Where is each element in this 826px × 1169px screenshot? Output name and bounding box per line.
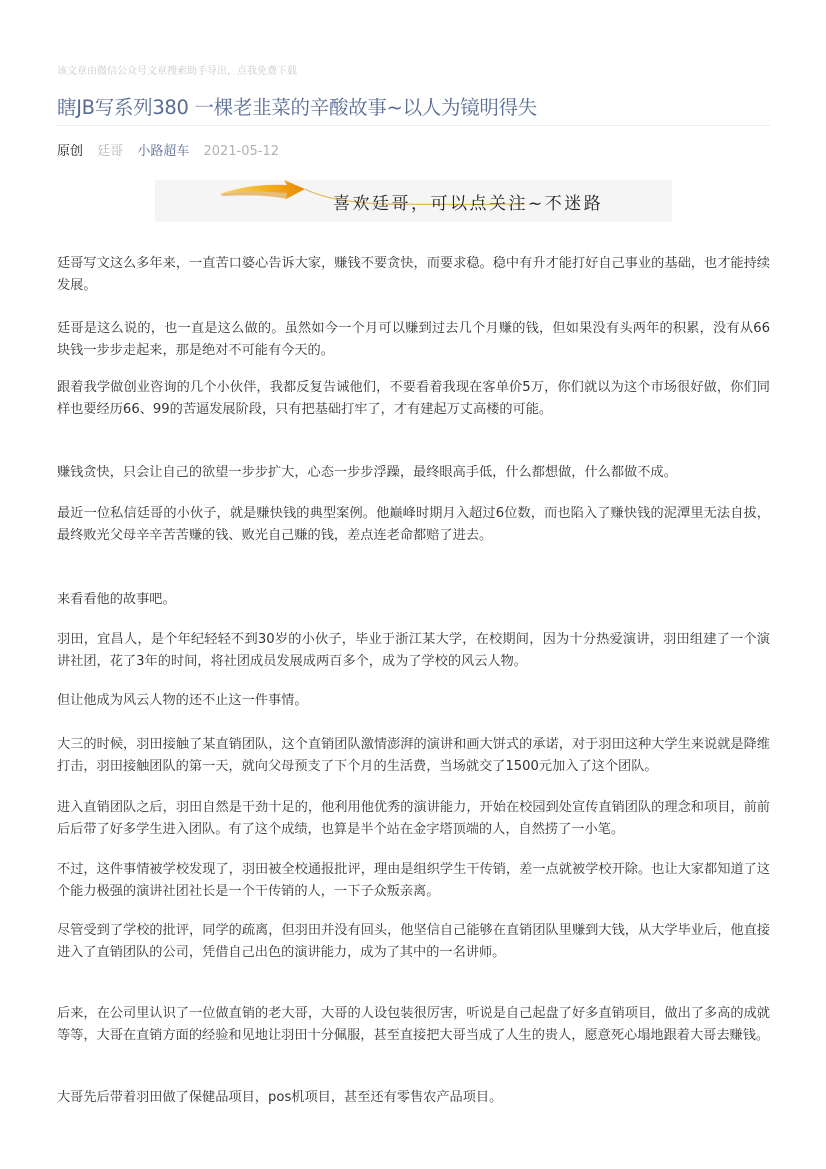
- paragraph: 不过，这件事情被学校发现了，羽田被全校通报批评，理由是组织学生干传销，差一点就被学校开除。也让大家都知道了这个能力极强的演讲社团社长是一个干传销的人，一下子众叛亲离。: [57, 862, 770, 899]
- original-tag: 原创: [57, 144, 84, 159]
- paragraph: 大哥先后带着羽田做了保健品项目，pos机项目，甚至还有零售农产品项目。: [57, 1090, 503, 1105]
- export-note-link[interactable]: 该文章由微信公众号文章搜索助手导出，点我免费下载: [57, 66, 297, 77]
- banner-caption: 喜欢廷哥，可以点关注~不迷路: [333, 194, 604, 214]
- paragraph: 廷哥写文这么多年来，一直苦口婆心告诉大家，赚钱不要贪快，而要求稳。稳中有升才能打好自己事业的基础，也才能持续发展。: [57, 256, 770, 293]
- paragraph: 廷哥是这么说的，也一直是这么做的。虽然如今一个月可以赚到过去几个月赚的钱，但如果没有头两年的积累，没有从66块钱一步步走起来，那是绝对不可能有今天的。: [57, 321, 770, 358]
- follow-banner: [155, 180, 672, 222]
- paragraph: 后来，在公司里认识了一位做直销的老大哥，大哥的人设包装很厉害，听说是自己起盘了好多直销项目，做出了多高的成就等等，大哥在直销方面的经验和见地让羽田十分佩服，甚至直接把大哥当成了人生的贵人，愿意死心塌地跟着大哥去赚钱。: [57, 1006, 770, 1043]
- paragraph: 来看看他的故事吧。: [57, 592, 176, 607]
- publish-date: 2021-05-12: [203, 144, 280, 159]
- paragraph: 但让他成为风云人物的还不止这一件事情。: [57, 693, 308, 708]
- account-name-link[interactable]: 小路超车: [137, 144, 190, 159]
- paragraph: 进入直销团队之后，羽田自然是干劲十足的，他利用他优秀的演讲能力，开始在校园到处宣传直销团队的理念和项目，前前后后带了好多学生进入团队。有了这个成绩，也算是半个站在金字塔顶端的人，自然捞了一小笔。: [57, 800, 770, 837]
- paragraph: 最近一位私信廷哥的小伙子，就是赚快钱的典型案例。他巅峰时期月入超过6位数，而也陷入了赚快钱的泥潭里无法自拔，最终败光父母辛辛苦苦赚的钱、败光自己赚的钱，差点连老命都赔了进去。: [57, 506, 770, 543]
- paragraph: 尽管受到了学校的批评，同学的疏离，但羽田并没有回头，他坚信自己能够在直销团队里赚到大钱，从大学毕业后，他直接进入了直销团队的公司，凭借自己出色的演讲能力，成为了其中的一名讲师。: [57, 923, 770, 960]
- paragraph: 赚钱贪快，只会让自己的欲望一步步扩大，心态一步步浮躁，最终眼高手低，什么都想做，什么都做不成。: [57, 465, 677, 480]
- title-divider: [57, 125, 770, 126]
- paragraph: 羽田，宜昌人，是个年纪轻轻不到30岁的小伙子，毕业于浙江某大学，在校期间，因为十分热爱演讲，羽田组建了一个演讲社团，花了3年的时间，将社团成员发展成两百多个，成为了学校的风云人物。: [57, 632, 770, 669]
- article-title: 瞎JB写系列380 一棵老韭菜的辛酸故事~以人为镜明得失: [57, 96, 537, 119]
- article-meta: [57, 140, 289, 159]
- author-name: 廷哥: [97, 144, 124, 159]
- paragraph: 跟着我学做创业咨询的几个小伙伴，我都反复告诫他们，不要看着我现在客单价5万，你们就以为这个市场很好做，你们同样也要经历66、99的苦逼发展阶段，只有把基础打牢了，才有建起万丈高楼的可能。: [57, 380, 770, 417]
- paragraph: 大三的时候，羽田接触了某直销团队，这个直销团队激情澎湃的演讲和画大饼式的承诺，对于羽田这种大学生来说就是降维打击，羽田接触团队的第一天，就向父母预支了下个月的生活费，当场就交了1500元加入了这个团队。: [57, 737, 770, 774]
